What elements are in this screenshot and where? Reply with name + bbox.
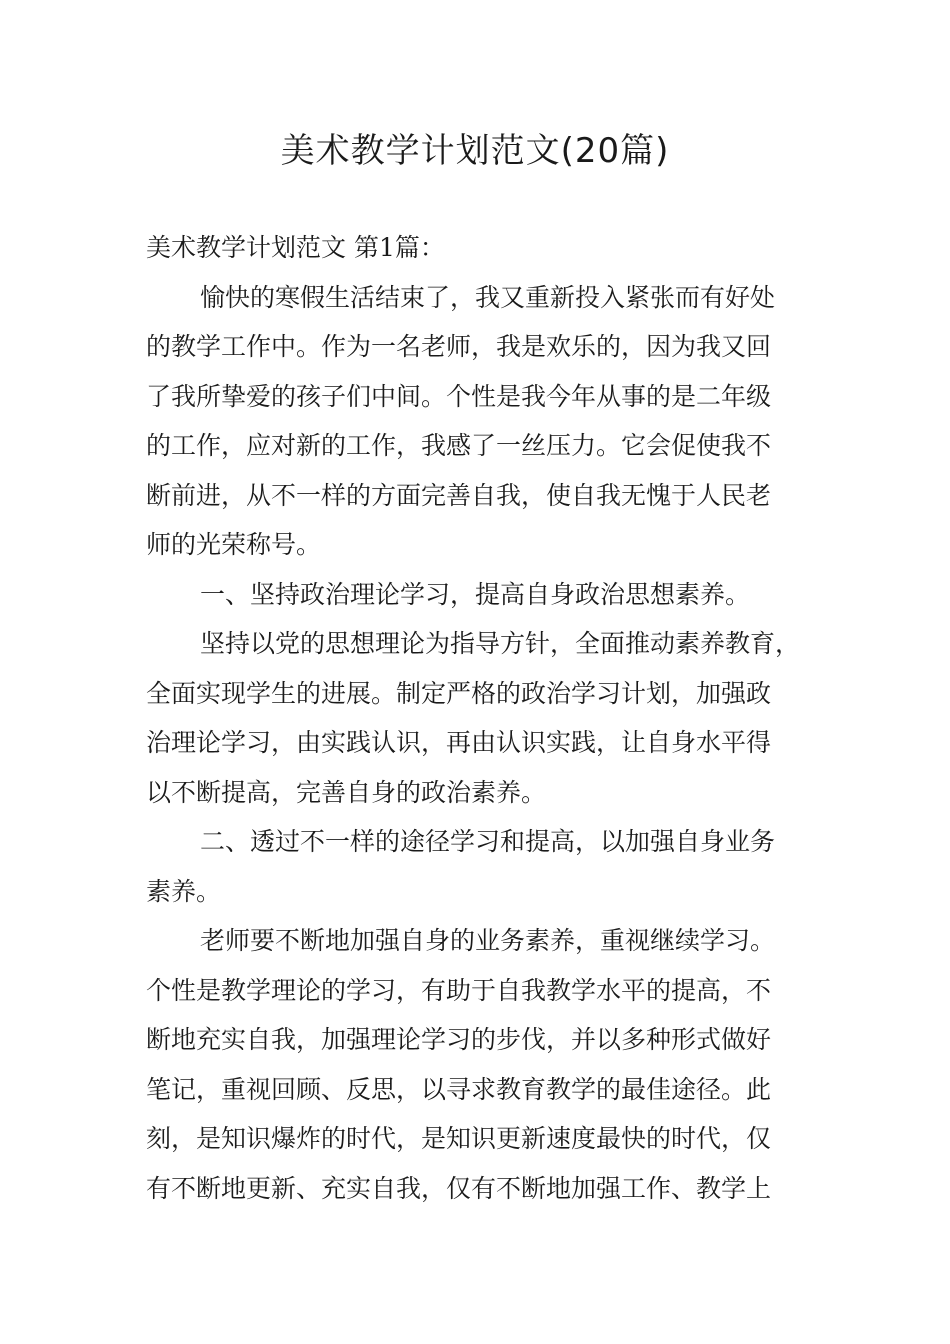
text-line: 个性是教学理论的学习，有助于自我教学水平的提高，不 [146,975,772,1005]
text-line: 了我所挚爱的孩子们中间。个性是我今年从事的是二年级 [146,381,772,411]
text-line: 有不断地更新、充实自我，仅有不断地加强工作、教学上 [146,1173,772,1203]
text-line: 的教学工作中。作为一名老师，我是欢乐的，因为我又回 [146,332,772,361]
text-line: 美术教学计划范文 第1篇： [146,233,445,262]
text-line: 师的光荣称号。 [146,530,322,559]
text-line: 全面实现学生的进展。制定严格的政治学习计划，加强政 [146,678,772,708]
text-line: 断地充实自我，加强理论学习的步伐，并以多种形式做好 [146,1025,772,1054]
text-line: 一、坚持政治理论学习，提高自身政治思想素养。 [200,579,751,609]
text-line: 以不断提高，完善自身的政治素养。 [146,777,547,807]
text-line: 坚持以党的思想理论为指导方针，全面推动素养教育， [200,629,801,658]
document-title: 美术教学计划范文(20篇) [280,131,670,171]
document-body [146,223,816,1213]
text-line: 断前进，从不一样的方面完善自我，使自我无愧于人民老 [146,480,772,510]
text-line: 素养。 [146,876,222,906]
text-line: 二、透过不一样的途径学习和提高，以加强自身业务 [200,827,776,856]
text-line: 笔记，重视回顾、反思，以寻求教育教学的最佳途径。此 [146,1074,772,1104]
text-line: 愉快的寒假生活结束了，我又重新投入紧张而有好处 [200,282,776,312]
text-line: 刻，是知识爆炸的时代，是知识更新速度最快的时代，仅 [146,1124,772,1153]
text-line: 老师要不断地加强自身的业务素养，重视继续学习。 [200,926,776,955]
text-line: 治理论学习，由实践认识，再由认识实践，让自身水平得 [146,728,772,757]
text-line: 的工作，应对新的工作，我感了一丝压力。它会促使我不 [146,431,772,460]
